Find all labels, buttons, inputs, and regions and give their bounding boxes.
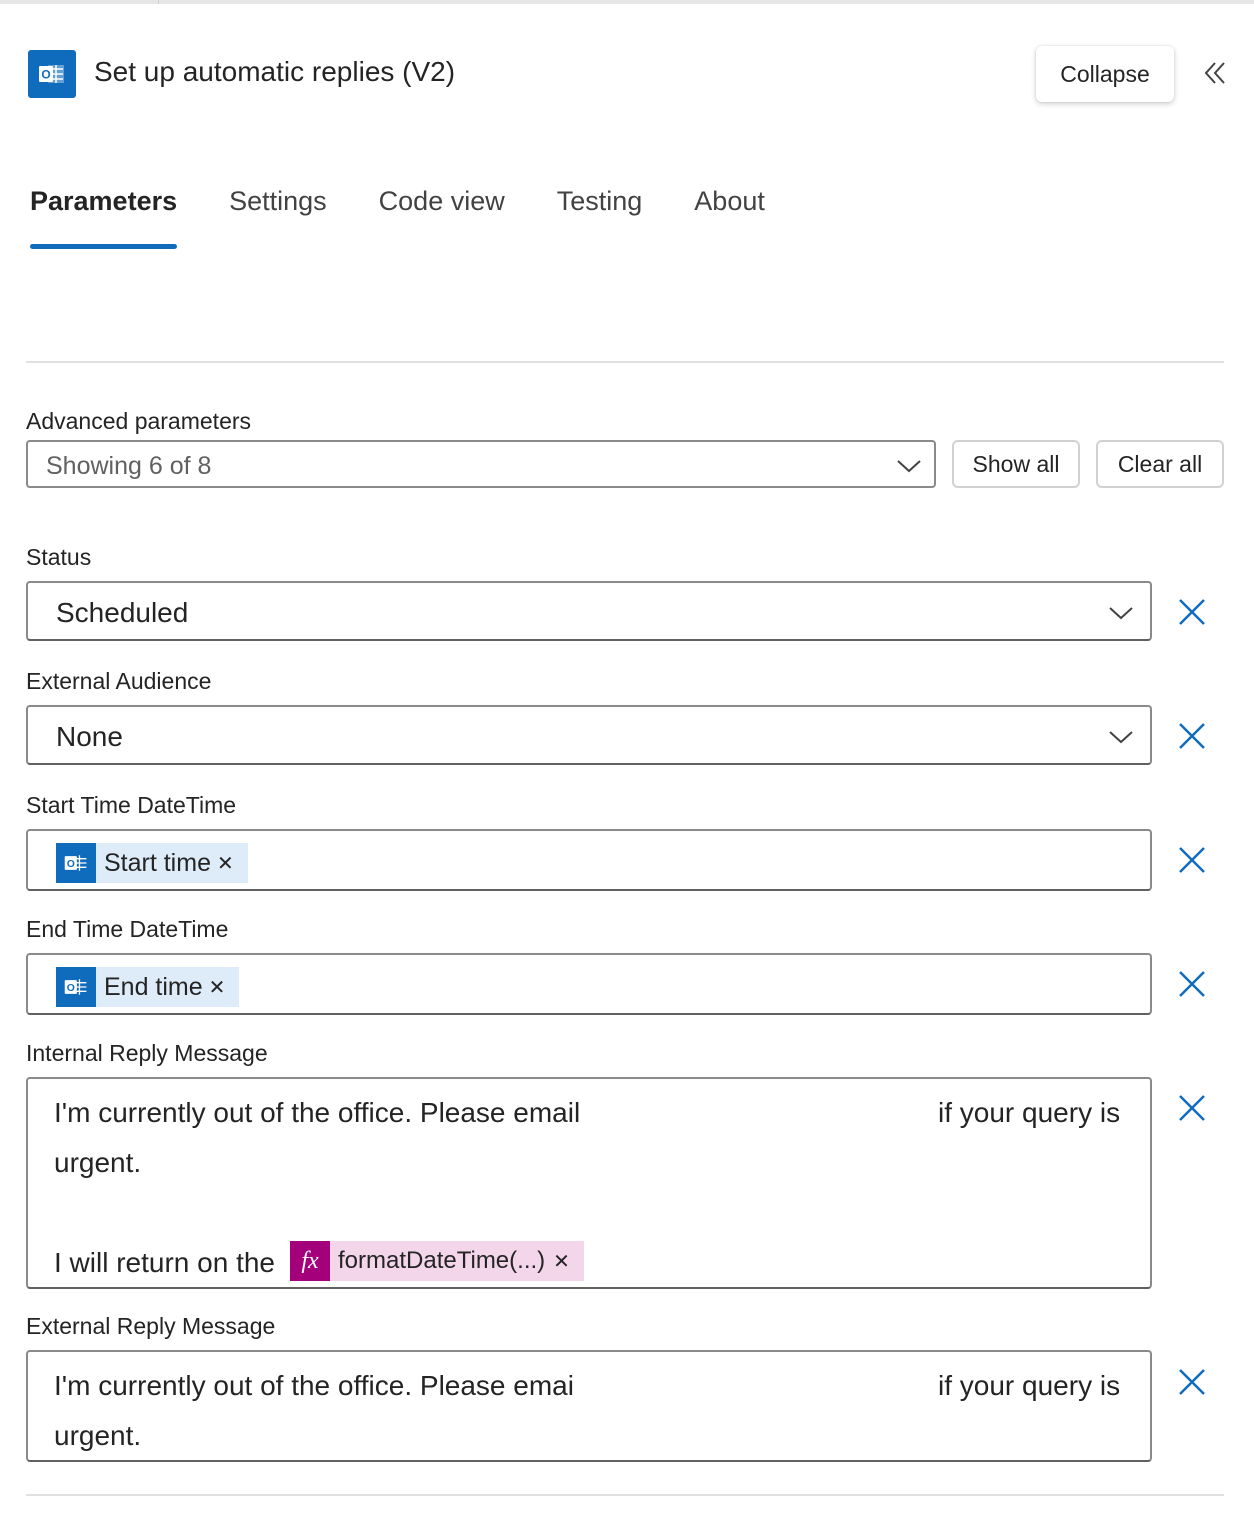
internal-reply-line1-end: if your query is: [938, 1097, 1121, 1128]
advanced-parameters-dropdown[interactable]: [26, 440, 936, 488]
format-datetime-token-label: formatDateTime(...): [338, 1247, 546, 1274]
end-time-field[interactable]: [26, 953, 1152, 1015]
external-reply-field[interactable]: [26, 1350, 1152, 1462]
outlook-icon: [56, 967, 96, 1007]
status-label: Status: [26, 544, 92, 570]
advanced-parameters-value: Showing 6 of 8: [46, 452, 212, 480]
chevron-down-icon: [1108, 729, 1134, 745]
internal-reply-line2: urgent.: [54, 1147, 142, 1178]
collapse-button[interactable]: Collapse: [1036, 46, 1174, 102]
remove-token-icon[interactable]: ✕: [216, 852, 234, 875]
end-time-label: End Time DateTime: [26, 916, 229, 942]
external-audience-value: None: [56, 721, 123, 752]
internal-reply-line3: I will return on the: [54, 1247, 275, 1278]
external-audience-label: External Audience: [26, 668, 212, 694]
remove-end-time-button[interactable]: [1176, 968, 1208, 1000]
internal-reply-label: Internal Reply Message: [26, 1040, 268, 1066]
internal-reply-field[interactable]: [26, 1077, 1152, 1289]
external-reply-line1-end: if your query is: [938, 1370, 1121, 1401]
outlook-icon: [56, 843, 96, 883]
chevron-down-icon: [896, 458, 922, 474]
external-audience-dropdown[interactable]: [26, 705, 1152, 765]
function-fx-icon: fx: [290, 1241, 330, 1281]
tab-about[interactable]: About: [694, 186, 765, 216]
tab-code-view[interactable]: Code view: [378, 186, 505, 216]
clear-all-button[interactable]: Clear all: [1096, 440, 1224, 488]
tab-list: [30, 186, 817, 256]
advanced-parameters-label: Advanced parameters: [26, 408, 252, 434]
remove-start-time-button[interactable]: [1176, 844, 1208, 876]
remove-external-audience-button[interactable]: [1176, 720, 1208, 752]
remove-external-reply-button[interactable]: [1176, 1366, 1208, 1398]
external-reply-label: External Reply Message: [26, 1313, 276, 1339]
end-time-token[interactable]: [56, 967, 239, 1007]
top-border: [0, 0, 1254, 4]
svg-text:O: O: [66, 858, 75, 870]
remove-internal-reply-button[interactable]: [1176, 1092, 1208, 1124]
internal-reply-line1-start: I'm currently out of the office. Please email: [54, 1097, 581, 1128]
chevron-down-icon: [1108, 605, 1134, 621]
panel-title: Set up automatic replies (V2): [94, 56, 456, 87]
top-border-divider: [158, 0, 159, 4]
start-time-field[interactable]: [26, 829, 1152, 891]
double-chevron-left-icon[interactable]: [1200, 58, 1230, 88]
outlook-icon: [28, 50, 76, 98]
start-time-label: Start Time DateTime: [26, 792, 237, 818]
external-reply-line1-start: I'm currently out of the office. Please emai: [54, 1370, 574, 1401]
bottom-divider: [26, 1494, 1224, 1496]
format-datetime-token[interactable]: [290, 1241, 584, 1281]
tab-testing[interactable]: Testing: [556, 186, 643, 216]
panel-header: [28, 48, 1228, 100]
external-reply-line2: urgent.: [54, 1420, 142, 1451]
start-time-token-label: Start time: [104, 848, 211, 877]
end-time-token-label: End time: [104, 972, 203, 1001]
svg-text:O: O: [41, 67, 51, 82]
start-time-token[interactable]: [56, 843, 248, 883]
section-divider: [26, 361, 1224, 363]
status-dropdown[interactable]: [26, 581, 1152, 641]
remove-token-icon[interactable]: ✕: [208, 976, 226, 999]
svg-text:O: O: [66, 982, 75, 994]
show-all-button[interactable]: Show all: [952, 440, 1080, 488]
tab-parameters[interactable]: Parameters: [30, 186, 177, 256]
tab-settings[interactable]: Settings: [229, 186, 327, 216]
remove-token-icon[interactable]: ✕: [553, 1250, 570, 1273]
remove-status-button[interactable]: [1176, 596, 1208, 628]
status-value: Scheduled: [56, 597, 189, 628]
